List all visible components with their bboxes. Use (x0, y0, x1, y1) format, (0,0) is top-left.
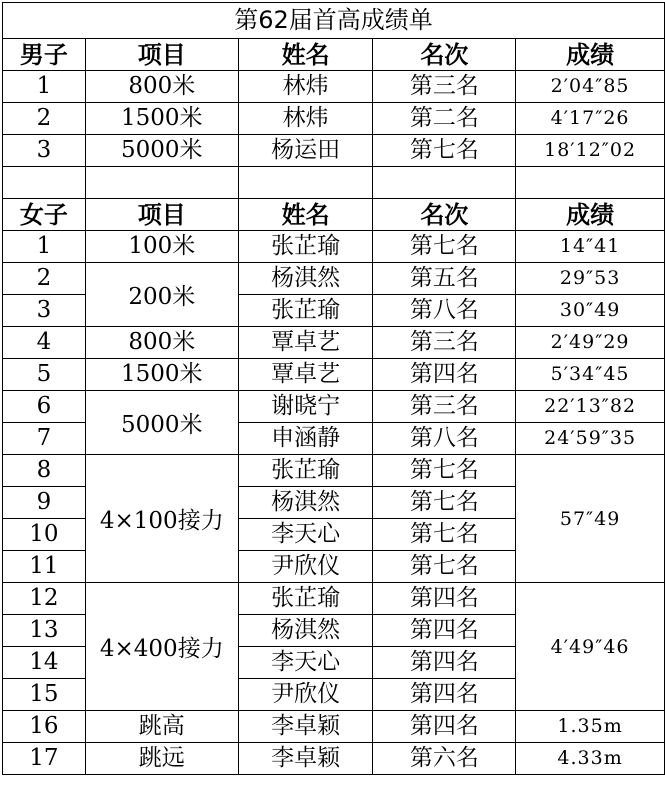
table-row (3, 743, 665, 775)
athlete-name: 覃卓艺 (238, 359, 373, 391)
empty-cell (238, 167, 373, 199)
row-number: 7 (3, 423, 86, 455)
result-cell: 29″53 (516, 263, 665, 295)
empty-cell (3, 167, 86, 199)
title-row (3, 3, 665, 39)
result-cell: 22′13″82 (516, 391, 665, 423)
result-cell: 30″49 (516, 295, 665, 327)
event-cell: 1500米 (85, 103, 238, 135)
event-cell: 200米 (85, 263, 238, 327)
result-cell: 1.35m (516, 711, 665, 743)
table-row (3, 103, 665, 135)
place-cell: 第六名 (373, 743, 516, 775)
place-cell: 第三名 (373, 71, 516, 103)
table-row (3, 231, 665, 263)
table-row (3, 455, 665, 487)
place-cell: 第七名 (373, 231, 516, 263)
empty-cell (85, 167, 238, 199)
place-cell: 第五名 (373, 263, 516, 295)
result-cell: 4′17″26 (516, 103, 665, 135)
event-cell: 4×400接力 (85, 583, 238, 711)
athlete-name: 李卓颖 (238, 711, 373, 743)
row-number: 1 (3, 71, 86, 103)
table-row (3, 359, 665, 391)
event-cell: 1500米 (85, 359, 238, 391)
row-number: 9 (3, 487, 86, 519)
results-table (2, 2, 665, 775)
result-cell: 18′12″02 (516, 135, 665, 167)
result-cell: 57″49 (516, 455, 665, 583)
row-number: 4 (3, 327, 86, 359)
row-number: 2 (3, 263, 86, 295)
table-row (3, 135, 665, 167)
event-cell: 800米 (85, 71, 238, 103)
event-cell: 跳远 (85, 743, 238, 775)
place-cell: 第三名 (373, 391, 516, 423)
athlete-name: 林炜 (238, 71, 373, 103)
row-number: 16 (3, 711, 86, 743)
men-header-category: 男子 (3, 39, 86, 71)
event-cell: 100米 (85, 231, 238, 263)
men-header-result: 成绩 (516, 39, 665, 71)
event-cell: 5000米 (85, 391, 238, 455)
place-cell: 第八名 (373, 423, 516, 455)
row-number: 3 (3, 135, 86, 167)
result-cell: 24′59″35 (516, 423, 665, 455)
women-header-result: 成绩 (516, 199, 665, 231)
empty-cell (516, 167, 665, 199)
row-number: 1 (3, 231, 86, 263)
women-header-event: 项目 (85, 199, 238, 231)
athlete-name: 覃卓艺 (238, 327, 373, 359)
place-cell: 第七名 (373, 135, 516, 167)
result-cell: 2′49″29 (516, 327, 665, 359)
place-cell: 第七名 (373, 455, 516, 487)
row-number: 15 (3, 679, 86, 711)
row-number: 17 (3, 743, 86, 775)
table-row (3, 263, 665, 295)
place-cell: 第三名 (373, 327, 516, 359)
place-cell: 第四名 (373, 679, 516, 711)
athlete-name: 张芷瑜 (238, 295, 373, 327)
table-row (3, 391, 665, 423)
women-header-name: 姓名 (238, 199, 373, 231)
event-cell: 跳高 (85, 711, 238, 743)
result-cell: 2′04″85 (516, 71, 665, 103)
place-cell: 第四名 (373, 359, 516, 391)
row-number: 6 (3, 391, 86, 423)
place-cell: 第四名 (373, 647, 516, 679)
result-cell: 4′49″46 (516, 583, 665, 711)
women-header-place: 名次 (373, 199, 516, 231)
row-number: 5 (3, 359, 86, 391)
row-number: 10 (3, 519, 86, 551)
place-cell: 第四名 (373, 615, 516, 647)
men-header-row (3, 39, 665, 71)
men-header-place: 名次 (373, 39, 516, 71)
athlete-name: 尹欣仪 (238, 551, 373, 583)
empty-cell (373, 167, 516, 199)
athlete-name: 李天心 (238, 519, 373, 551)
place-cell: 第七名 (373, 551, 516, 583)
place-cell: 第八名 (373, 295, 516, 327)
result-cell: 5′34″45 (516, 359, 665, 391)
result-cell: 14″41 (516, 231, 665, 263)
event-cell: 5000米 (85, 135, 238, 167)
table-row (3, 327, 665, 359)
athlete-name: 尹欣仪 (238, 679, 373, 711)
row-number: 13 (3, 615, 86, 647)
athlete-name: 张芷瑜 (238, 455, 373, 487)
event-cell: 800米 (85, 327, 238, 359)
result-cell: 4.33m (516, 743, 665, 775)
row-number: 14 (3, 647, 86, 679)
athlete-name: 李卓颖 (238, 743, 373, 775)
athlete-name: 林炜 (238, 103, 373, 135)
row-number: 3 (3, 295, 86, 327)
women-header-row (3, 199, 665, 231)
event-cell: 4×100接力 (85, 455, 238, 583)
table-row (3, 71, 665, 103)
men-header-event: 项目 (85, 39, 238, 71)
athlete-name: 李天心 (238, 647, 373, 679)
place-cell: 第四名 (373, 583, 516, 615)
athlete-name: 杨淇然 (238, 487, 373, 519)
sheet-title: 第62届首高成绩单 (3, 3, 665, 39)
athlete-name: 杨淇然 (238, 615, 373, 647)
women-header-category: 女子 (3, 199, 86, 231)
row-number: 8 (3, 455, 86, 487)
place-cell: 第七名 (373, 519, 516, 551)
men-header-name: 姓名 (238, 39, 373, 71)
spacer-row (3, 167, 665, 199)
athlete-name: 谢晓宁 (238, 391, 373, 423)
athlete-name: 杨运田 (238, 135, 373, 167)
row-number: 2 (3, 103, 86, 135)
athlete-name: 张芷瑜 (238, 231, 373, 263)
athlete-name: 张芷瑜 (238, 583, 373, 615)
athlete-name: 申涵静 (238, 423, 373, 455)
place-cell: 第二名 (373, 103, 516, 135)
row-number: 12 (3, 583, 86, 615)
table-row (3, 711, 665, 743)
athlete-name: 杨淇然 (238, 263, 373, 295)
row-number: 11 (3, 551, 86, 583)
table-row (3, 583, 665, 615)
place-cell: 第七名 (373, 487, 516, 519)
place-cell: 第四名 (373, 711, 516, 743)
